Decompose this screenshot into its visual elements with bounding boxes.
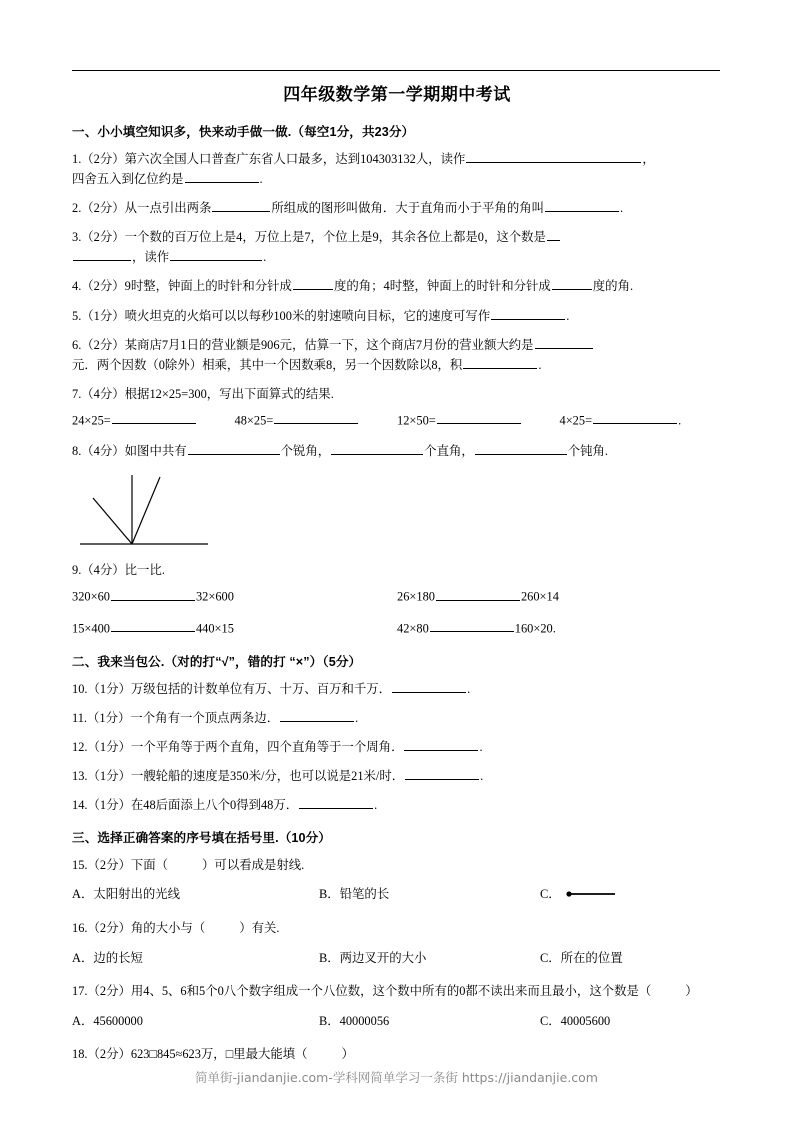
question-17 xyxy=(72,981,722,1001)
q3-number: 3. xyxy=(72,230,82,245)
q17-number: 17. xyxy=(72,984,88,999)
q14-text-2: . xyxy=(374,798,378,813)
q7-blank-1[interactable] xyxy=(112,411,196,424)
q15-score: （2分） xyxy=(87,858,131,873)
q1-score: （2分） xyxy=(81,152,125,166)
q6-score: （2分） xyxy=(81,337,125,352)
q17-text-1: 用4、5、6和5个0八个数字组成一个八位数，这个数中所有的0都不读出来而且最小，这个数是（ xyxy=(130,984,652,999)
q4-text-2: 度的角；4时整，钟面上的时针和分针成 xyxy=(333,279,551,294)
angle-ray-upper-left xyxy=(93,498,132,544)
q10-text-1: 万级包括的计数单位有万、十万、百万和千万． xyxy=(130,681,392,696)
q4-blank-1[interactable] xyxy=(293,277,333,290)
question-1 xyxy=(72,149,722,189)
q12-score: （1分） xyxy=(87,740,131,755)
q18-score: （2分） xyxy=(87,1047,131,1062)
q17-text-2: ） xyxy=(685,984,698,999)
q5-text-2: . xyxy=(566,308,570,323)
q9-pair-3-right: 440×15 xyxy=(195,620,234,635)
q17-option-b[interactable]: B．40000056 xyxy=(319,1013,390,1028)
q11-text-1: 一个角有一个顶点两条边． xyxy=(130,710,280,725)
q12-text-2: . xyxy=(479,740,483,755)
q8-blank-2[interactable] xyxy=(331,442,423,455)
q14-blank[interactable] xyxy=(299,796,373,809)
q9-pair-2-left: 26×180 xyxy=(397,589,435,604)
q4-number: 4. xyxy=(72,279,82,294)
q9-pair-1-left: 320×60 xyxy=(72,589,110,604)
q8-text-1: 如图中共有 xyxy=(124,444,187,459)
q9-blank-3[interactable] xyxy=(111,619,195,632)
question-16-options xyxy=(72,949,722,969)
question-9 xyxy=(72,560,722,580)
q1-text-3: 四舍五入到亿位约是 xyxy=(72,172,184,187)
q1-text-2: ， xyxy=(642,152,655,166)
q7-expr-3: 12×50= xyxy=(397,413,436,428)
q9-pair-1-right: 32×600 xyxy=(195,589,234,604)
q3-text-2: ，读作 xyxy=(132,250,170,265)
q7-expr-1: 24×25= xyxy=(72,413,111,428)
question-9-row-2 xyxy=(72,619,722,639)
q13-blank[interactable] xyxy=(405,767,479,780)
q9-score: （4分） xyxy=(81,563,125,578)
q5-blank-1[interactable] xyxy=(491,306,565,319)
question-5 xyxy=(72,306,722,326)
q2-text-1: 从一点引出两条 xyxy=(124,201,212,216)
q16-option-a[interactable]: A．边的长短 xyxy=(72,950,143,965)
q9-pair-1 xyxy=(72,587,397,607)
q11-blank[interactable] xyxy=(280,709,354,722)
q4-blank-2[interactable] xyxy=(552,277,592,290)
angle-diagram-svg xyxy=(76,468,236,550)
angle-ray-upper-right xyxy=(132,477,160,544)
q12-text-1: 一个平角等于两个直角，四个直角等于一个周角． xyxy=(130,740,404,755)
q17-option-a[interactable]: A．45600000 xyxy=(72,1013,143,1028)
q4-text-1: 9时整，钟面上的时针和分针成 xyxy=(124,279,292,294)
q6-blank-1[interactable] xyxy=(535,335,593,348)
question-10 xyxy=(72,679,722,699)
q12-number: 12. xyxy=(72,740,88,755)
q8-text-3: 个直角， xyxy=(424,444,474,459)
q9-blank-4[interactable] xyxy=(430,619,514,632)
q16-option-b[interactable]: B．两边叉开的大小 xyxy=(319,950,427,965)
q16-text-1: 角的大小与（ xyxy=(130,921,206,936)
question-8 xyxy=(72,441,722,461)
page-footer: 简单街-jiandanjie.com-学科网简单学习一条街 https://jiandanjie.com xyxy=(194,1070,598,1085)
question-13 xyxy=(72,766,722,786)
question-17-options xyxy=(72,1012,722,1032)
question-11 xyxy=(72,708,722,728)
q10-score: （1分） xyxy=(87,681,131,696)
q2-blank-2[interactable] xyxy=(545,199,619,212)
q3-score: （2分） xyxy=(81,230,125,245)
q16-number: 16. xyxy=(72,921,88,936)
q7-expr-4: 4×25= xyxy=(559,413,593,428)
section-heading-1: 一、小小填空知识多，快来动手做一做.（每空1分，共23分） xyxy=(72,125,415,139)
q10-blank[interactable] xyxy=(392,679,466,692)
q8-number: 8. xyxy=(72,444,82,459)
q2-number: 2. xyxy=(72,201,82,216)
q14-number: 14. xyxy=(72,798,88,813)
q7-number: 7. xyxy=(72,386,82,401)
q6-text-2: 元．两个因数（0除外）相乘，其中一个因数乘8，另一个因数除以8，积 xyxy=(72,357,463,372)
q15-text-2: ）可以看成是射线. xyxy=(202,858,305,873)
q15-option-a[interactable]: A．太阳射出的光线 xyxy=(72,887,181,902)
q9-blank-1[interactable] xyxy=(111,587,195,600)
q7-item-4 xyxy=(560,411,723,431)
q1-number: 1. xyxy=(72,152,82,166)
q15-option-c-label: C． xyxy=(540,887,561,902)
q9-pair-3-left: 15×400 xyxy=(72,620,110,635)
q17-score: （2分） xyxy=(87,984,131,999)
q8-text-2: 个锐角， xyxy=(280,444,331,459)
q15-text-1: 下面（ xyxy=(130,858,169,873)
q9-pair-3 xyxy=(72,619,397,639)
q1-text-1: 第六次全国人口普查广东省人口最多，达到104303132人，读作 xyxy=(124,152,466,166)
q13-number: 13. xyxy=(72,769,88,784)
question-6 xyxy=(72,335,722,375)
question-15 xyxy=(72,855,722,875)
q7-expr-2: 48×25= xyxy=(234,413,274,428)
q7-score: （4分） xyxy=(81,386,125,401)
q7-item-2 xyxy=(235,411,398,431)
q7-text-1: 根据12×25=300，写出下面算式的结果. xyxy=(124,386,334,401)
q5-score: （1分） xyxy=(81,308,125,323)
q11-number: 11. xyxy=(72,710,88,725)
q9-pair-2 xyxy=(397,587,722,607)
q6-number: 6. xyxy=(72,337,82,352)
q13-score: （1分） xyxy=(87,769,131,784)
q1-text-4: . xyxy=(259,172,263,187)
q7-item-1 xyxy=(72,411,235,431)
section-heading-2: 二、我来当包公.（对的打“√”，错的打 “×”）（5分） xyxy=(72,654,362,669)
q15-number: 15. xyxy=(72,858,88,873)
q15-option-b[interactable]: B．铅笔的长 xyxy=(319,887,390,902)
q9-text-1: 比一比. xyxy=(124,563,165,578)
q9-pair-4-left: 42×80 xyxy=(397,620,429,635)
q3-blank-1b[interactable] xyxy=(73,248,131,261)
q3-text-1: 一个数的百万位上是4，万位上是7，个位上是9，其余各位上都是0，这个数是 xyxy=(124,230,546,245)
q2-score: （2分） xyxy=(81,201,125,216)
q18-text-1: 623□845≈623万，□里最大能填（ xyxy=(130,1047,308,1062)
question-9-row-1 xyxy=(72,587,722,607)
q13-text-2: . xyxy=(480,769,484,784)
q8-blank-1[interactable] xyxy=(188,442,280,455)
q13-text-1: 一艘轮船的速度是350米/分，也可以说是21米/时． xyxy=(130,769,405,784)
q9-blank-2[interactable] xyxy=(436,587,520,600)
q18-text-2: ） xyxy=(341,1047,354,1062)
page-content xyxy=(72,80,722,1073)
q8-text-4: 个钝角. xyxy=(567,444,609,459)
question-15-options xyxy=(72,885,722,905)
q9-number: 9. xyxy=(72,563,82,578)
q3-blank-2[interactable] xyxy=(170,248,262,261)
q9-pair-4-right: 160×20 xyxy=(514,620,553,635)
q3-text-3: . xyxy=(263,250,267,265)
question-7-answers xyxy=(72,411,722,431)
q7-blank-3[interactable] xyxy=(437,411,521,424)
q7-blank-4[interactable] xyxy=(593,411,677,424)
q16-option-c[interactable]: C．所在的位置 xyxy=(540,950,623,965)
q14-text-1: 在48后面添上八个0得到48万． xyxy=(130,798,299,813)
angle-figure xyxy=(76,468,722,550)
question-7 xyxy=(72,384,722,404)
q10-text-2: . xyxy=(467,681,471,696)
q9-pair-4-tail: . xyxy=(552,620,556,635)
q9-pair-4 xyxy=(397,619,722,639)
q1-blank-1[interactable] xyxy=(466,150,641,163)
question-16 xyxy=(72,918,722,938)
q2-blank-1[interactable] xyxy=(212,199,270,212)
question-12 xyxy=(72,737,722,757)
q16-text-2: ）有关. xyxy=(239,921,280,936)
header-rule xyxy=(72,70,720,71)
q10-number: 10. xyxy=(72,681,88,696)
ray-icon xyxy=(565,886,619,906)
q8-blank-3[interactable] xyxy=(475,442,567,455)
q7-item-3 xyxy=(397,411,560,431)
q9-pair-2-right: 260×14 xyxy=(520,589,559,604)
page-title: 四年级数学第一学期期中考试 xyxy=(283,85,511,104)
q16-score: （2分） xyxy=(87,921,131,936)
q5-text-1: 喷火坦克的火焰可以以每秒100米的射速喷向目标，它的速度可写作 xyxy=(124,308,491,323)
section-heading-3: 三、选择正确答案的序号填在括号里.（10分） xyxy=(72,831,331,846)
q1-blank-2[interactable] xyxy=(185,170,259,183)
q2-text-2: 所组成的图形叫做角．大于直角而小于平角的角叫 xyxy=(271,201,544,216)
q6-text-1: 某商店7月1日的营业额是906元，估算一下，这个商店7月份的营业额大约是 xyxy=(124,337,534,352)
q3-blank-1a[interactable] xyxy=(547,228,560,241)
q8-score: （4分） xyxy=(81,444,125,459)
q15-option-c[interactable] xyxy=(540,885,722,905)
q4-score: （2分） xyxy=(81,279,125,294)
question-4 xyxy=(72,276,722,296)
q4-text-3: 度的角. xyxy=(592,279,634,294)
q2-text-3: . xyxy=(620,201,624,216)
q7-blank-2[interactable] xyxy=(274,411,358,424)
q5-number: 5. xyxy=(72,308,82,323)
q12-blank[interactable] xyxy=(404,738,478,751)
question-18 xyxy=(72,1044,722,1064)
q7-tail: . xyxy=(678,413,682,428)
q14-score: （1分） xyxy=(87,798,131,813)
q11-score: （1分） xyxy=(87,710,131,725)
question-14 xyxy=(72,795,722,815)
q17-option-c[interactable]: C．40005600 xyxy=(540,1013,611,1028)
q18-number: 18. xyxy=(72,1047,88,1062)
q6-blank-2[interactable] xyxy=(463,355,537,368)
question-2 xyxy=(72,198,722,218)
q11-text-2: . xyxy=(355,710,359,725)
q6-text-3: . xyxy=(538,357,542,372)
question-3 xyxy=(72,227,722,267)
